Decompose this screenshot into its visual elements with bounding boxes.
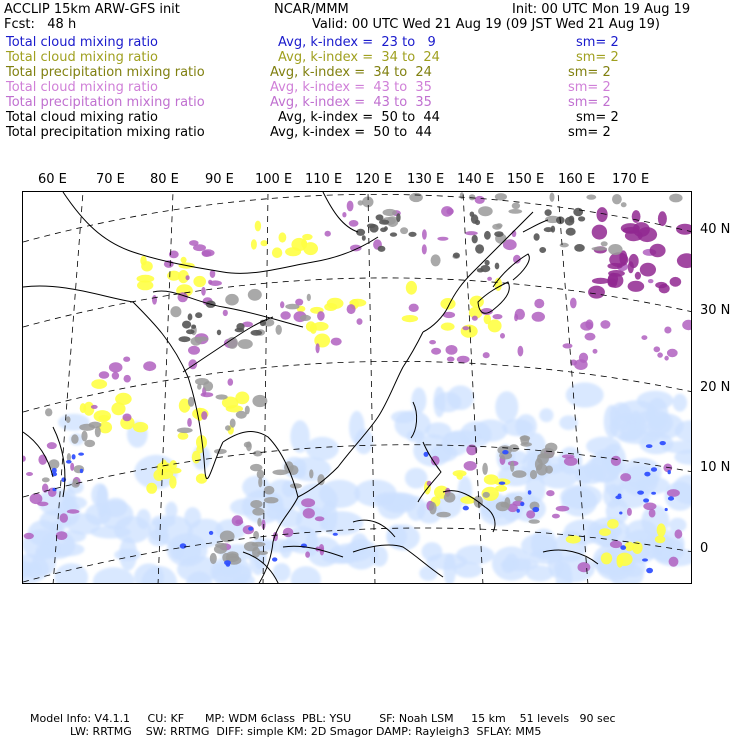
lon-label: 140 E — [457, 172, 495, 187]
lon-label: 160 E — [558, 172, 596, 187]
legend-field-name: Total precipitation mixing ratio — [6, 95, 205, 110]
lon-label: 80 E — [150, 172, 179, 187]
legend-k-index: Avg, k-index = 34 to 24 — [270, 65, 432, 80]
legend-field-name: Total cloud mixing ratio — [6, 80, 159, 95]
legend-k-index: Avg, k-index = 23 to 9 — [278, 35, 436, 50]
legend-smoothing: sm= 2 — [568, 125, 611, 140]
model-title: ACCLIP 15km ARW-GFS init — [4, 2, 180, 17]
lon-label: 120 E — [355, 172, 393, 187]
valid-time: Valid: 00 UTC Wed 21 Aug 19 (09 JST Wed 21 Aug 19) — [312, 17, 660, 32]
legend-field-name: Total cloud mixing ratio — [6, 50, 159, 65]
lon-label: 90 E — [205, 172, 234, 187]
lon-label: 60 E — [38, 172, 67, 187]
legend-field-name: Total cloud mixing ratio — [6, 110, 159, 125]
lon-label: 70 E — [96, 172, 125, 187]
lon-label: 100 E — [255, 172, 293, 187]
legend-k-index: Avg, k-index = 34 to 24 — [278, 50, 440, 65]
legend-smoothing: sm= 2 — [576, 110, 619, 125]
lon-label: 170 E — [612, 172, 650, 187]
lat-label: 0 — [700, 541, 709, 556]
legend-field-name: Total precipitation mixing ratio — [6, 125, 205, 140]
lat-label: 10 N — [700, 460, 731, 475]
model-info-line-1: Model Info: V4.1.1 CU: KF MP: WDM 6class PBL: YSU SF: Noah LSM 15 km 51 levels 90 sec — [30, 712, 616, 725]
legend-k-index: Avg, k-index = 50 to 44 — [270, 125, 432, 140]
map-canvas — [23, 192, 692, 584]
map-panel — [22, 191, 692, 584]
legend-smoothing: sm= 2 — [576, 50, 619, 65]
lon-label: 150 E — [507, 172, 545, 187]
legend-smoothing: sm= 2 — [568, 95, 611, 110]
legend-k-index: Avg, k-index = 43 to 35 — [270, 80, 432, 95]
forecast-hour: Fcst: 48 h — [4, 17, 77, 32]
legend-smoothing: sm= 2 — [568, 65, 611, 80]
legend-smoothing: sm= 2 — [576, 35, 619, 50]
model-info-line-2: LW: RRTMG SW: RRTMG DIFF: simple KM: 2D Smagor DAMP: Rayleigh3 SFLAY: MM5 — [70, 725, 542, 738]
legend-k-index: Avg, k-index = 43 to 35 — [270, 95, 432, 110]
lon-label: 130 E — [407, 172, 445, 187]
lat-label: 30 N — [700, 303, 731, 318]
legend-field-name: Total precipitation mixing ratio — [6, 65, 205, 80]
org-label: NCAR/MMM — [274, 2, 349, 17]
init-time: Init: 00 UTC Mon 19 Aug 19 — [512, 2, 691, 17]
lat-label: 20 N — [700, 380, 731, 395]
lon-label: 110 E — [305, 172, 343, 187]
lat-label: 40 N — [700, 222, 731, 237]
legend-k-index: Avg, k-index = 50 to 44 — [278, 110, 440, 125]
legend-field-name: Total cloud mixing ratio — [6, 35, 159, 50]
legend-smoothing: sm= 2 — [568, 80, 611, 95]
